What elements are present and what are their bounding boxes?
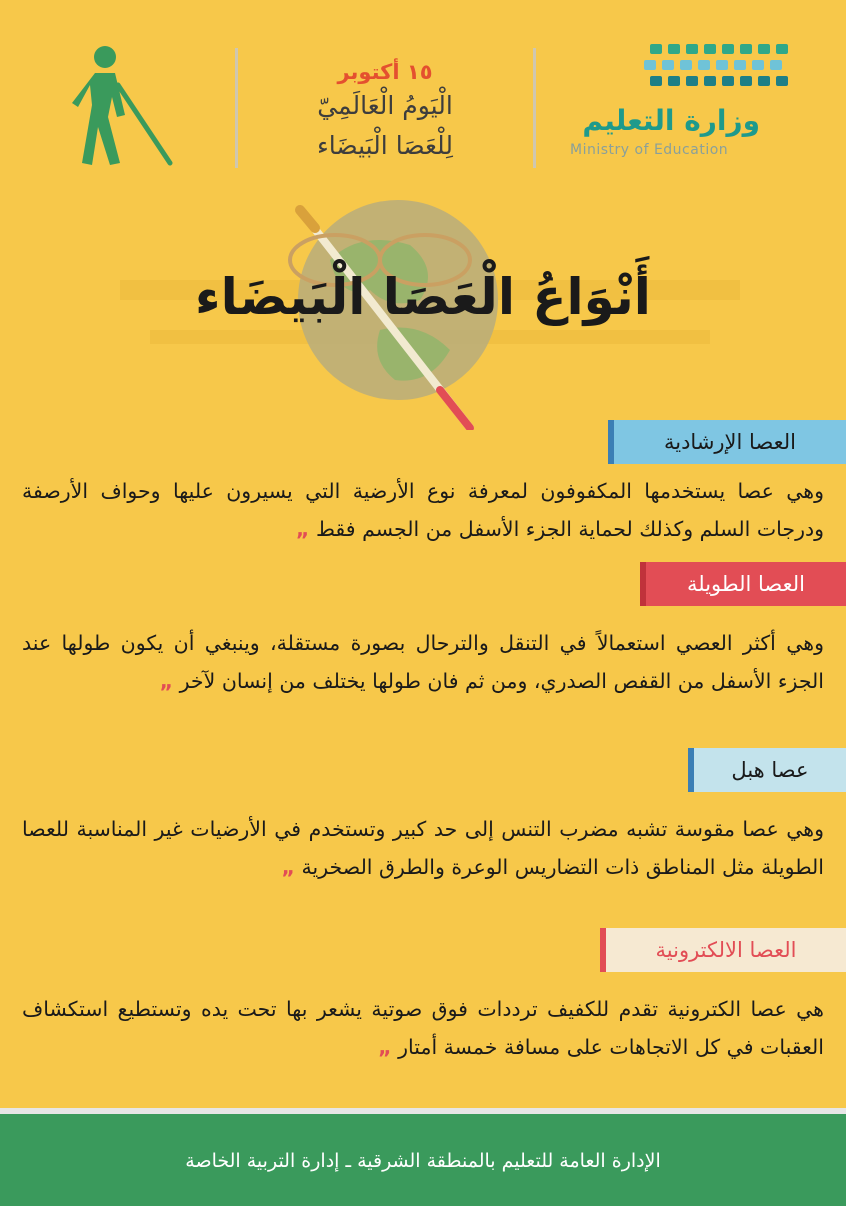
event-line-2: لِلْعَصَا الْبَيضَاء <box>317 131 453 160</box>
section-text-hoople-cane-body: وهي عصا مقوسة تشبه مضرب التنس إلى حد كبير وتستخدم في الأرضيات غير المناسبة للعصا الطويلة مثل المناطق ذات التضاريس الوعرة والطرق الصخرية <box>22 817 824 879</box>
ministry-name-ar: وزارة التعليم <box>582 104 760 137</box>
section-text-guidance-cane-body: وهي عصا يستخدمها المكفوفون لمعرفة نوع الأرضية التي يسيرون عليها وحواف الأرصفة ودرجات السلم وكذلك لحماية الجزء الأسفل من الجسم فقط <box>22 479 824 541</box>
section-label-electronic-cane: العصا الالكترونية <box>600 928 846 972</box>
header-divider-right <box>533 48 536 168</box>
section-label-guidance-cane: العصا الإرشادية <box>608 420 846 464</box>
section-text-electronic-cane-body: هي عصا الكترونية تقدم للكفيف ترددات فوق صوتية يشعر بها تحت يده وتستطيع استكشاف العقبات في كل الاتجاهات على مسافة خمسة أمتار <box>22 997 824 1059</box>
footer <box>0 1108 846 1206</box>
title-area <box>0 190 846 430</box>
section-text-electronic-cane <box>22 990 824 1066</box>
section-text-long-cane-body: وهي أكثر العصي استعمالاً في التنقل والترحال بصورة مستقلة، وينبغي أن يكون طولها عند الجزء الأسفل من القفص الصدري، ومن ثم فان طولها يختلف من إنسان لآخر <box>22 631 824 693</box>
quote-mark-icon: „ <box>281 855 296 879</box>
section-text-hoople-cane <box>22 810 824 886</box>
event-title-block <box>245 58 525 166</box>
event-date: ١٥ أكتوبر <box>337 60 433 84</box>
section-label-long-cane: العصا الطويلة <box>640 562 846 606</box>
quote-mark-icon: „ <box>295 517 310 541</box>
quote-mark-icon: „ <box>378 1035 392 1059</box>
event-line-1: الْيَومُ الْعَالَمِيّ <box>317 91 453 120</box>
walking-cane-person-icon <box>70 45 180 170</box>
section-text-guidance-cane <box>22 472 824 548</box>
page-title: أَنْوَاعُ الْعَصَا الْبَيضَاء <box>195 268 651 326</box>
section-text-long-cane <box>22 624 824 700</box>
header <box>0 0 846 190</box>
header-divider-left <box>235 48 238 168</box>
footer-text: الإدارة العامة للتعليم بالمنطقة الشرقية ـ إدارة التربية الخاصة <box>185 1150 661 1172</box>
ministry-logo <box>560 42 800 172</box>
ministry-name-en: Ministry of Education <box>570 142 729 158</box>
section-label-hoople-cane: عصا هبل <box>688 748 846 792</box>
quote-mark-icon: „ <box>159 669 174 693</box>
ministry-logo-dots <box>640 42 800 102</box>
